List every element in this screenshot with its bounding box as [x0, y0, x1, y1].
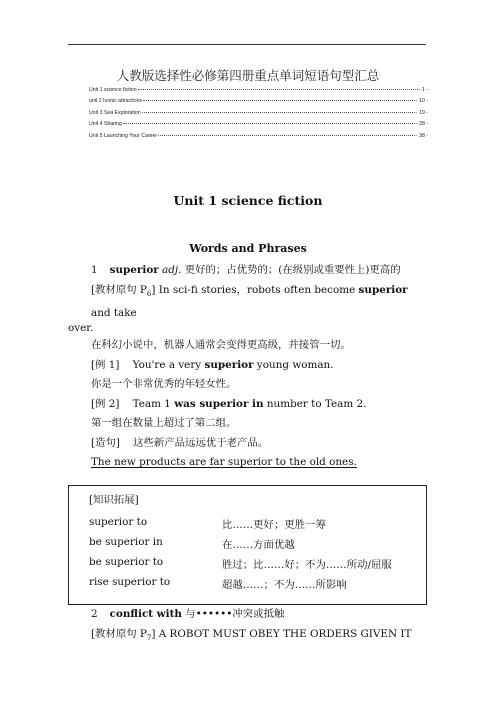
- make-sentence-tag: [造句]: [91, 436, 120, 449]
- toc-entry-label[interactable]: Unit 1 science fiction: [89, 87, 137, 93]
- example-text: young woman.: [253, 358, 334, 371]
- section-heading: Words and Phrases: [189, 242, 307, 255]
- make-sentence-prompt: 这些新产品远远优于老产品。: [133, 436, 269, 449]
- example-keyword: was superior in: [174, 397, 264, 410]
- example-2-translation: 第一组在数量上超过了第二组。: [91, 417, 237, 430]
- toc-entry[interactable]: [89, 133, 428, 144]
- top-rule: [68, 44, 426, 45]
- toc-entry-label[interactable]: Unit 4 Sharing: [89, 121, 122, 128]
- entry-number: 1: [91, 264, 98, 276]
- knowledge-meaning: 在……方面优越: [222, 539, 295, 551]
- make-sentence-answer: [68, 453, 430, 473]
- example-2: [68, 395, 430, 415]
- source-continued: over.: [68, 321, 94, 334]
- knowledge-meaning: 比……更好；更胜一筹: [222, 519, 326, 531]
- source-tag-close: ]: [151, 283, 156, 296]
- source-page: 6: [146, 289, 152, 298]
- toc-entry-label[interactable]: Unit 5 Launching Your Career: [89, 132, 158, 139]
- toc-entry-page: - 28 -: [415, 121, 428, 128]
- toc-entry-page: - 1 -: [418, 87, 428, 93]
- toc-entry-page: - 19 -: [415, 109, 428, 116]
- toc-leader-dots: [123, 123, 415, 124]
- toc-entry[interactable]: [89, 110, 428, 121]
- part-of-speech: adj.: [162, 264, 182, 276]
- document-title: 人教版选择性必修第四册重点单词短语句型汇总: [116, 68, 380, 83]
- toc-entry[interactable]: [89, 87, 428, 98]
- source-tag: [教材原句 P: [91, 627, 147, 640]
- example-text: Team 1: [132, 397, 175, 410]
- source-text: and take: [91, 307, 137, 320]
- source-page: 7: [146, 633, 152, 642]
- source-text: ] A ROBOT MUST OBEY THE ORDERS GIVEN IT: [151, 627, 412, 640]
- knowledge-phrase: rise superior to: [89, 576, 171, 588]
- entry-phrase: conflict with: [109, 608, 182, 620]
- toc-entry[interactable]: [89, 121, 428, 132]
- answer-text: The new products are far superior to the old ones.: [91, 456, 357, 469]
- entry-definition: 更好的；占优势的；(在级别或重要性上)更高的: [184, 264, 401, 276]
- example-1: [68, 356, 430, 376]
- example-keyword: superior: [204, 358, 254, 371]
- table-of-contents: [89, 87, 428, 144]
- knowledge-phrase: superior to: [89, 516, 148, 528]
- knowledge-meaning: 超越……；不为……所影响: [222, 579, 347, 591]
- example-text: number to Team 2.: [263, 397, 367, 410]
- unit-heading: Unit 1 science fiction: [173, 193, 323, 208]
- entry-number: 2: [91, 608, 98, 620]
- textbook-source-sentence: [68, 625, 430, 649]
- source-translation: 在科幻小说中，机器人通常会变得更高级，并接管一切。: [91, 339, 351, 352]
- textbook-source-sentence: [68, 281, 430, 324]
- toc-entry-label[interactable]: Unit 3 Sea Exploration: [89, 109, 141, 116]
- example-1-translation: 你是一个非常优秀的年轻女性。: [91, 378, 237, 391]
- entry-word: superior: [109, 264, 159, 276]
- toc-leader-dots: [158, 135, 415, 136]
- source-text: In sci-fi stories，robots often become: [155, 283, 359, 296]
- entry-definition: 与••••••冲突或抵触: [185, 608, 285, 620]
- toc-leader-dots: [142, 112, 415, 113]
- knowledge-meaning: 胜过；比……好；不为……所动/屈服: [222, 559, 392, 571]
- make-sentence: [68, 434, 430, 454]
- source-keyword: superior: [358, 283, 408, 296]
- knowledge-title: [知识拓展]: [89, 494, 139, 506]
- knowledge-expansion-box: [68, 485, 427, 605]
- knowledge-phrase: be superior to: [89, 556, 164, 568]
- toc-entry-page: - 10 -: [415, 98, 428, 105]
- toc-entry[interactable]: [89, 98, 428, 109]
- toc-entry-label[interactable]: unit 2 Iconic attractions: [89, 98, 143, 105]
- toc-entry-page: - 38 -: [415, 132, 428, 139]
- entry-headline: [68, 605, 430, 625]
- toc-leader-dots: [138, 89, 418, 90]
- source-tag: [教材原句 P: [91, 283, 147, 296]
- knowledge-phrase: be superior in: [89, 536, 163, 548]
- example-tag: [例 1]: [91, 358, 120, 371]
- entry-conflict-with: [68, 605, 430, 648]
- example-tag: [例 2]: [91, 397, 120, 410]
- entry-superior: [68, 261, 430, 473]
- entry-headline: [68, 261, 430, 281]
- toc-leader-dots: [143, 100, 415, 101]
- example-text: You're a very: [132, 358, 205, 371]
